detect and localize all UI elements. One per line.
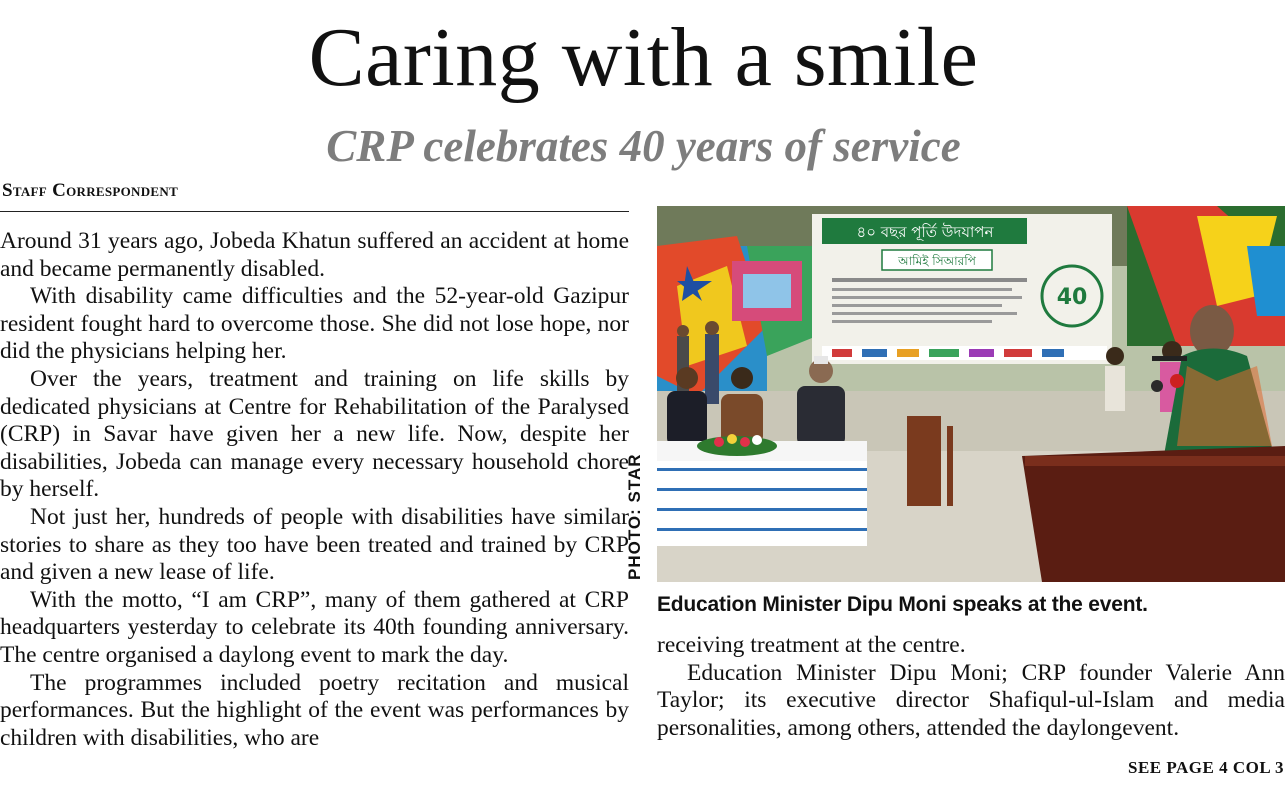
headline: Caring with a smile <box>308 11 979 104</box>
article-column-2 <box>657 632 1285 742</box>
paragraph: receiving treatment at the centre. <box>657 632 966 658</box>
banner-motto: আমিই সিআরপি <box>898 254 976 268</box>
paragraph: With disability came difficulties and the 52-year-old Gazipur resident fought hard to overcome those. She did not lose hope, nor did the physicians helping her. <box>0 283 629 365</box>
article-column-1 <box>0 228 629 752</box>
photo-caption: Education Minister Dipu Moni speaks at the event. <box>657 593 1148 616</box>
paragraph: Around 31 years ago, Jobeda Khatun suffered an accident at home and became permanently disabled. <box>0 228 629 282</box>
paragraph: Education Minister Dipu Moni; CRP founder Valerie Ann Taylor; its executive director Shafiqul-ul-Islam and media personalities, among others, attended the daylongevent. <box>657 659 1285 741</box>
banner-emblem: 40 <box>1056 285 1088 310</box>
paragraph: Over the years, treatment and training on life skills by dedicated physicians at Centre for Rehabilitation of the Paralysed (CRP) in Savar have given her a new life. Now, despite her disabilities, Jobeda can manage every necessary household chore by herself. <box>0 365 629 503</box>
continuation-note: SEE PAGE 4 COL 3 <box>1128 758 1284 777</box>
photo-credit: PHOTO: STAR <box>625 453 644 580</box>
banner-title: ৪০ বছর পূর্তি উদযাপন <box>856 223 994 241</box>
paragraph: Not just her, hundreds of people with disabilities have similar stories to share as they too have been treated and trained by CRP and given a new lease of life. <box>0 503 629 586</box>
event-photo <box>657 206 1285 582</box>
paragraph: The programmes included poetry recitation and musical performances. But the highlight of the event was performances by children with disabilities, who are <box>0 669 629 751</box>
byline-rule <box>0 211 629 212</box>
paragraph: With the motto, “I am CRP”, many of them gathered at CRP headquarters yesterday to celebrate its 40th founding anniversary. The centre organised a daylong event to mark the day. <box>0 586 629 668</box>
byline: Staff Correspondent <box>2 180 179 201</box>
subheadline: CRP celebrates 40 years of service <box>326 121 961 171</box>
